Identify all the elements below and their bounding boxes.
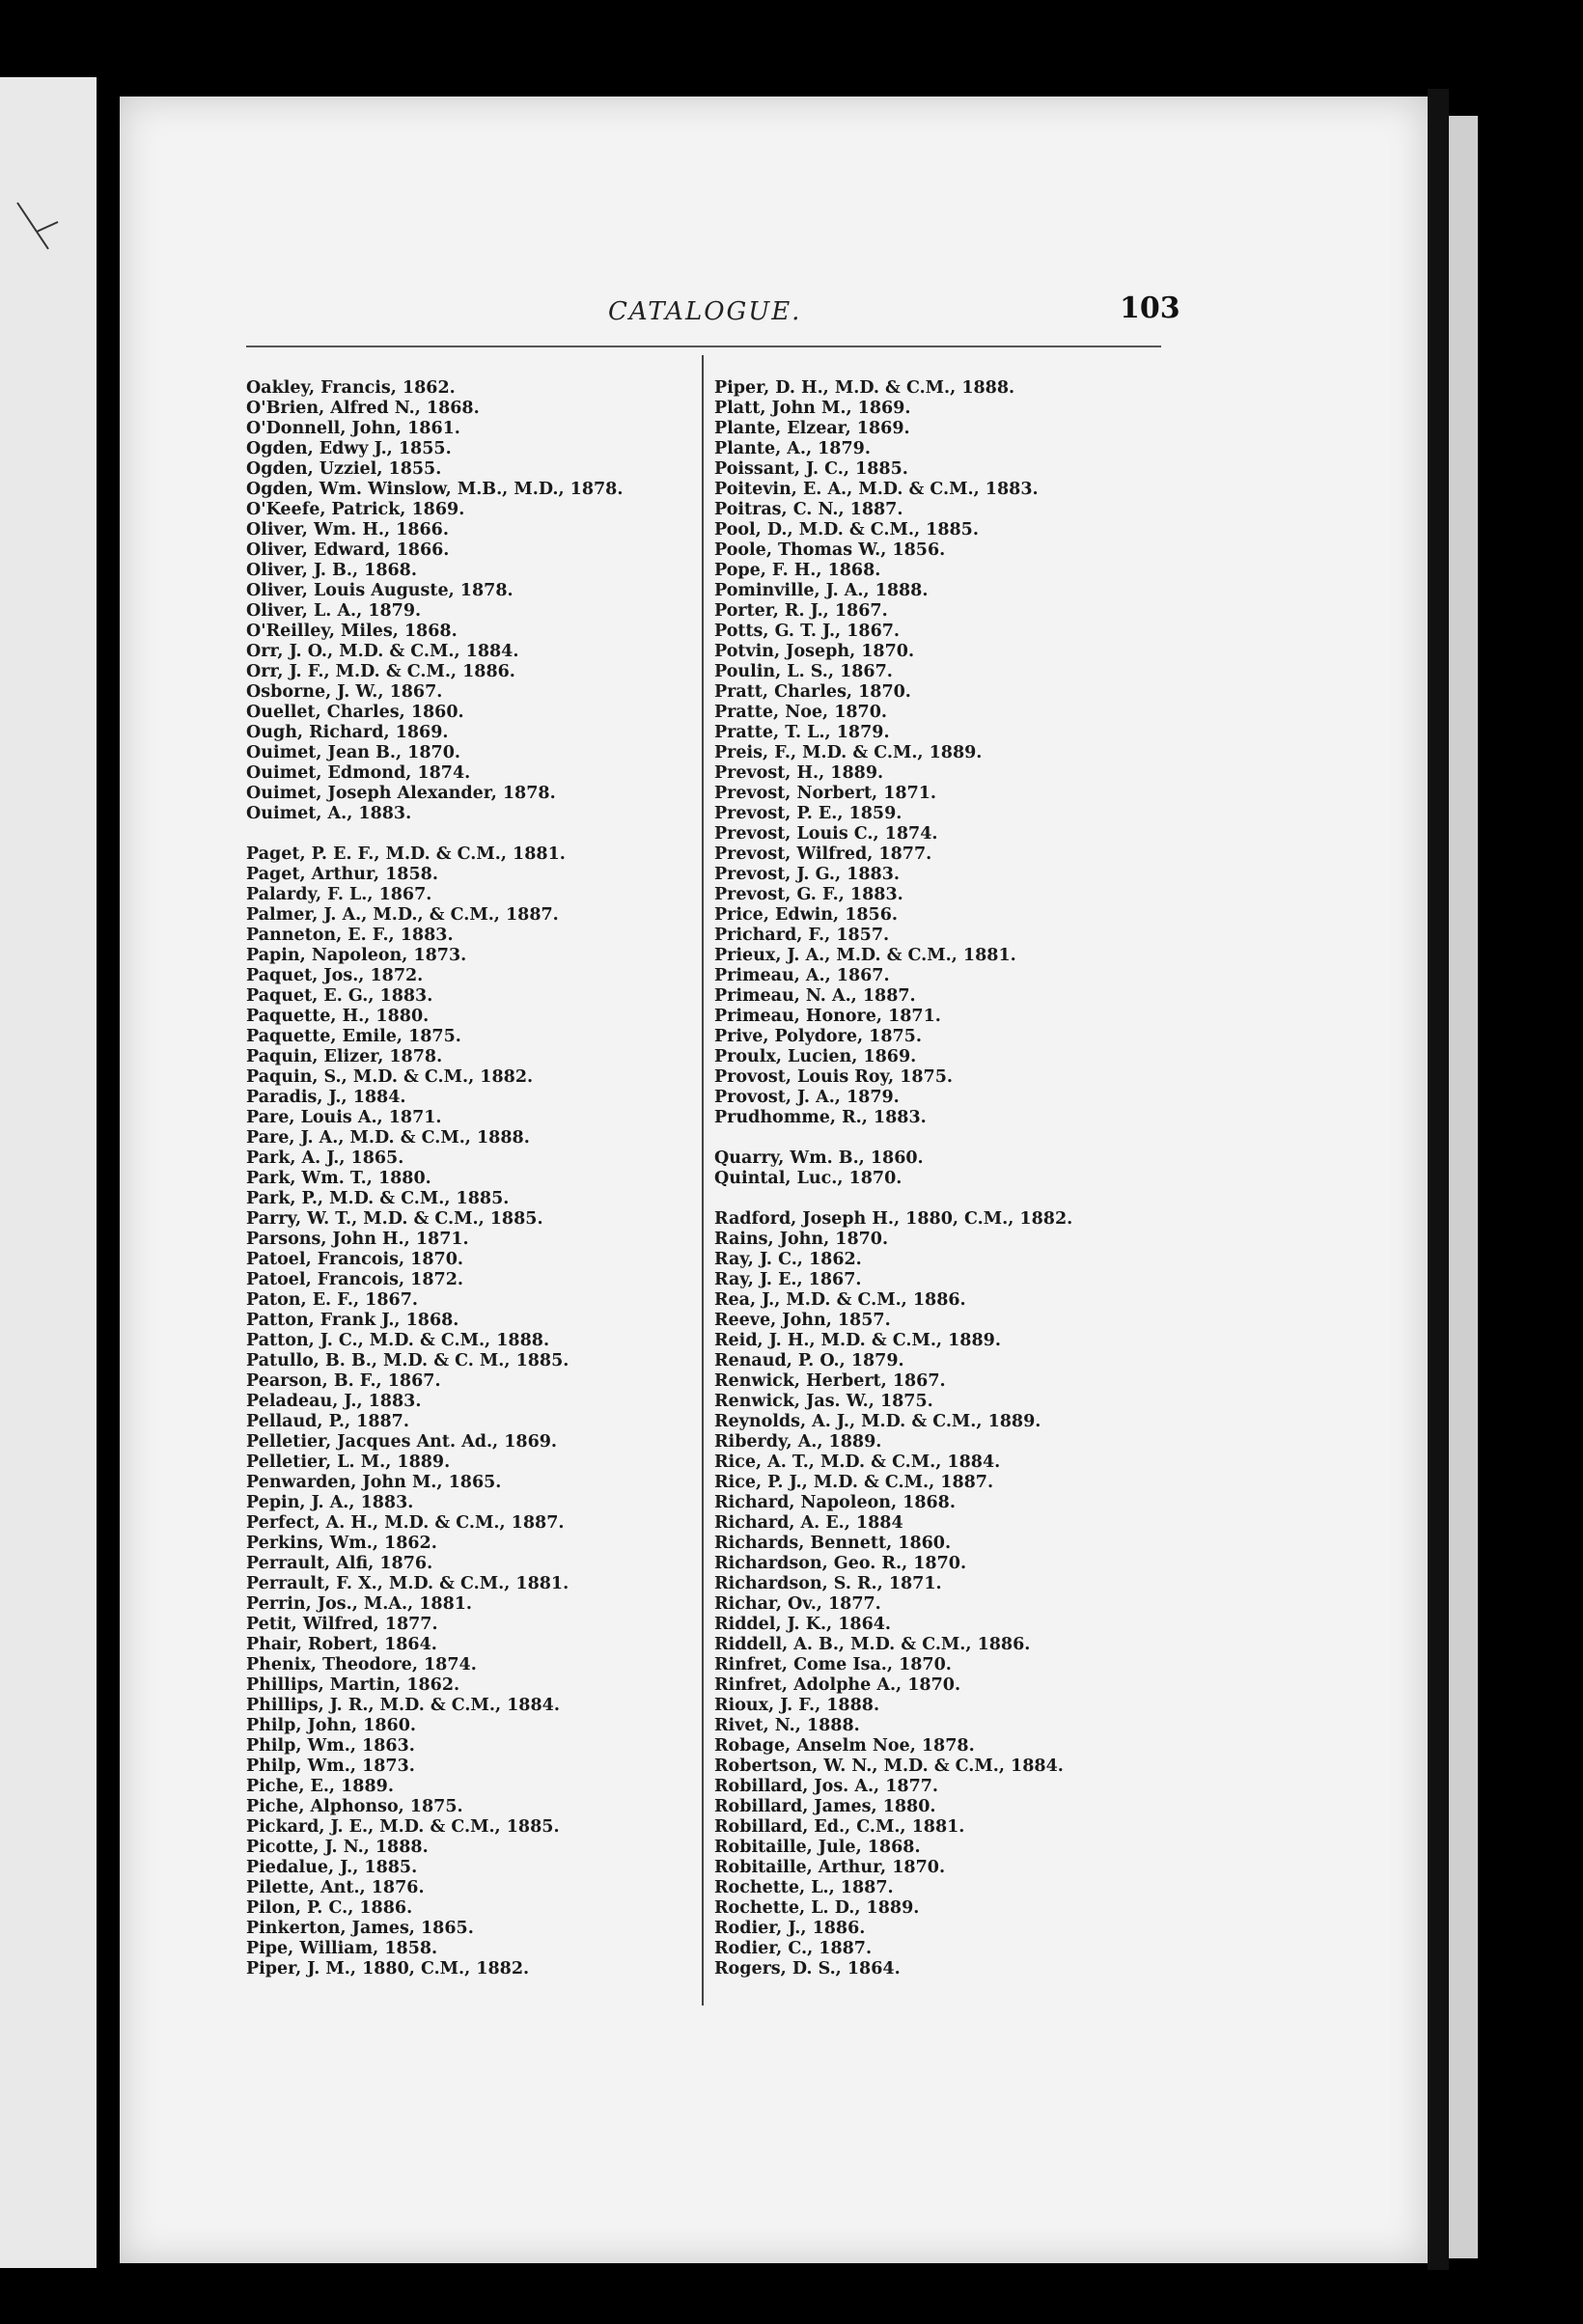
catalogue-entry: Paget, P. E. F., M.D. & C.M., 1881. [246, 844, 566, 864]
catalogue-entry: Ouimet, Joseph Alexander, 1878. [246, 784, 556, 803]
catalogue-entry: Primeau, Honore, 1871. [714, 1007, 941, 1026]
column-divider [702, 355, 704, 2006]
catalogue-entry: Prudhomme, R., 1883. [714, 1108, 927, 1127]
catalogue-entry: Paquet, Jos., 1872. [246, 966, 424, 985]
catalogue-entry: Paquin, Elizer, 1878. [246, 1047, 443, 1066]
catalogue-entry: Robillard, James, 1880. [714, 1797, 936, 1816]
group-gap [714, 1189, 1158, 1209]
catalogue-entry: Paquette, H., 1880. [246, 1007, 430, 1026]
catalogue-entry: Prevost, Wilfred, 1877. [714, 844, 932, 864]
catalogue-entry: Patoel, Francois, 1872. [246, 1270, 463, 1289]
catalogue-entry: Pool, D., M.D. & C.M., 1885. [714, 520, 979, 540]
catalogue-entry: Palmer, J. A., M.D., & C.M., 1887. [246, 905, 559, 925]
left-column [246, 378, 695, 1979]
catalogue-entry: Papin, Napoleon, 1873. [246, 946, 467, 965]
catalogue-entry: Quarry, Wm. B., 1860. [714, 1148, 924, 1168]
catalogue-entry: Patullo, B. B., M.D. & C. M., 1885. [246, 1351, 569, 1370]
catalogue-entry: Plante, A., 1879. [714, 439, 871, 458]
catalogue-entry: Patoel, Francois, 1870. [246, 1250, 463, 1269]
catalogue-entry: O'Reilley, Miles, 1868. [246, 622, 458, 641]
catalogue-entry: Pratte, Noe, 1870. [714, 703, 887, 722]
catalogue-entry: Oliver, J. B., 1868. [246, 561, 417, 580]
catalogue-entry: Rochette, L., 1887. [714, 1878, 894, 1897]
catalogue-entry: Quintal, Luc., 1870. [714, 1169, 903, 1188]
catalogue-entry: Renwick, Herbert, 1867. [714, 1371, 946, 1391]
catalogue-entry: Rogers, D. S., 1864. [714, 1959, 901, 1978]
entry-group-q [714, 1148, 1158, 1189]
catalogue-entry: Rochette, L. D., 1889. [714, 1898, 920, 1918]
catalogue-entry: Pominville, J. A., 1888. [714, 581, 929, 600]
catalogue-entry: Palardy, F. L., 1867. [246, 885, 432, 904]
catalogue-entry: Price, Edwin, 1856. [714, 905, 898, 925]
adjacent-right-page-edge [1449, 116, 1478, 2258]
catalogue-entry: Primeau, A., 1867. [714, 966, 890, 985]
catalogue-entry: Park, P., M.D. & C.M., 1885. [246, 1189, 510, 1208]
catalogue-entry: Rodier, C., 1887. [714, 1939, 873, 1958]
left-binding-shadow [97, 68, 120, 2278]
catalogue-entry: Piper, D. H., M.D. & C.M., 1888. [714, 378, 1015, 398]
catalogue-entry: Potvin, Joseph, 1870. [714, 642, 915, 661]
pencil-mark-icon [10, 193, 68, 251]
catalogue-entry: Rice, A. T., M.D. & C.M., 1884. [714, 1452, 1001, 1472]
catalogue-entry: Panneton, E. F., 1883. [246, 926, 454, 945]
catalogue-entry: Robage, Anselm Noe, 1878. [714, 1736, 975, 1756]
catalogue-entry: Rivet, N., 1888. [714, 1716, 860, 1735]
catalogue-entry: Prevost, G. F., 1883. [714, 885, 903, 904]
entry-group-r [714, 1209, 1158, 1979]
catalogue-entry: Pearson, B. F., 1867. [246, 1371, 441, 1391]
catalogue-entry: Perkins, Wm., 1862. [246, 1534, 437, 1553]
catalogue-entry: Provost, J. A., 1879. [714, 1088, 900, 1107]
right-column [714, 378, 1158, 1979]
catalogue-entry: Paquet, E. G., 1883. [246, 986, 433, 1006]
catalogue-entry: Riberdy, A., 1889. [714, 1432, 882, 1452]
catalogue-entry: Orr, J. O., M.D. & C.M., 1884. [246, 642, 519, 661]
catalogue-entry: Oliver, Wm. H., 1866. [246, 520, 449, 540]
header-rule [246, 346, 1161, 347]
catalogue-entry: Pratte, T. L., 1879. [714, 723, 890, 742]
entry-group-p-cont [714, 378, 1158, 1128]
catalogue-entry: Ogden, Edwy J., 1855. [246, 439, 452, 458]
catalogue-entry: Phillips, J. R., M.D. & C.M., 1884. [246, 1696, 560, 1715]
catalogue-entry: Pare, Louis A., 1871. [246, 1108, 442, 1127]
catalogue-entry: Rodier, J., 1886. [714, 1919, 866, 1938]
catalogue-entry: Petit, Wilfred, 1877. [246, 1615, 438, 1634]
catalogue-entry: O'Keefe, Patrick, 1869. [246, 500, 465, 519]
catalogue-entry: Prevost, J. G., 1883. [714, 865, 900, 884]
catalogue-entry: Radford, Joseph H., 1880, C.M., 1882. [714, 1209, 1073, 1229]
catalogue-entry: Oakley, Francis, 1862. [246, 378, 456, 398]
catalogue-entry: Pepin, J. A., 1883. [246, 1493, 414, 1512]
catalogue-entry: Parsons, John H., 1871. [246, 1230, 469, 1249]
catalogue-entry: Park, A. J., 1865. [246, 1148, 404, 1168]
catalogue-entry: Pelletier, Jacques Ant. Ad., 1869. [246, 1432, 558, 1452]
catalogue-entry: Pilette, Ant., 1876. [246, 1878, 425, 1897]
catalogue-entry: Prevost, Louis C., 1874. [714, 824, 938, 844]
catalogue-entry: Richardson, S. R., 1871. [714, 1574, 942, 1593]
catalogue-entry: Pickard, J. E., M.D. & C.M., 1885. [246, 1817, 560, 1837]
catalogue-entry: Oliver, L. A., 1879. [246, 601, 422, 621]
catalogue-entry: Pratt, Charles, 1870. [714, 682, 911, 702]
catalogue-entry: Perrin, Jos., M.A., 1881. [246, 1594, 473, 1614]
catalogue-entry: Phillips, Martin, 1862. [246, 1675, 460, 1695]
catalogue-entry: Richard, A. E., 1884 [714, 1513, 903, 1533]
catalogue-entry: Preis, F., M.D. & C.M., 1889. [714, 743, 983, 762]
catalogue-entry: Paradis, J., 1884. [246, 1088, 406, 1107]
catalogue-entry: Robertson, W. N., M.D. & C.M., 1884. [714, 1757, 1064, 1776]
right-binding-shadow [1428, 89, 1449, 2270]
catalogue-entry: Poole, Thomas W., 1856. [714, 540, 946, 560]
catalogue-entry: Pellaud, P., 1887. [246, 1412, 409, 1431]
catalogue-entry: Pope, F. H., 1868. [714, 561, 881, 580]
catalogue-entry: Proulx, Lucien, 1869. [714, 1047, 917, 1066]
catalogue-entry: Prevost, Norbert, 1871. [714, 784, 937, 803]
catalogue-entry: Ogden, Wm. Winslow, M.B., M.D., 1878. [246, 480, 624, 499]
catalogue-entry: Reid, J. H., M.D. & C.M., 1889. [714, 1331, 1001, 1350]
catalogue-entry: Robillard, Jos. A., 1877. [714, 1777, 939, 1796]
catalogue-entry: Philp, John, 1860. [246, 1716, 416, 1735]
catalogue-entry: Piedalue, J., 1885. [246, 1858, 418, 1877]
catalogue-entry: Richar, Ov., 1877. [714, 1594, 881, 1614]
catalogue-entry: Robillard, Ed., C.M., 1881. [714, 1817, 965, 1837]
catalogue-entry: Picotte, J. N., 1888. [246, 1838, 429, 1857]
catalogue-entry: Poissant, J. C., 1885. [714, 459, 908, 479]
catalogue-entry: Rinfret, Adolphe A., 1870. [714, 1675, 961, 1695]
catalogue-entry: Pinkerton, James, 1865. [246, 1919, 474, 1938]
catalogue-entry: Rioux, J. F., 1888. [714, 1696, 880, 1715]
catalogue-entry: Richards, Bennett, 1860. [714, 1534, 952, 1553]
catalogue-entry: Parry, W. T., M.D. & C.M., 1885. [246, 1209, 543, 1229]
catalogue-entry: Piper, J. M., 1880, C.M., 1882. [246, 1959, 530, 1978]
catalogue-entry: Richard, Napoleon, 1868. [714, 1493, 956, 1512]
catalogue-entry: Riddell, A. B., M.D. & C.M., 1886. [714, 1635, 1031, 1654]
catalogue-entry: Prevost, H., 1889. [714, 763, 884, 783]
catalogue-entry: Penwarden, John M., 1865. [246, 1473, 502, 1492]
catalogue-entry: Reeve, John, 1857. [714, 1311, 891, 1330]
catalogue-entry: Renwick, Jas. W., 1875. [714, 1392, 933, 1411]
catalogue-entry: Provost, Louis Roy, 1875. [714, 1067, 953, 1087]
catalogue-entry: Rea, J., M.D. & C.M., 1886. [714, 1290, 966, 1310]
catalogue-entry: Philp, Wm., 1863. [246, 1736, 415, 1756]
catalogue-entry: Paquette, Emile, 1875. [246, 1027, 461, 1046]
catalogue-entry: Primeau, N. A., 1887. [714, 986, 916, 1006]
catalogue-entry: Paquin, S., M.D. & C.M., 1882. [246, 1067, 534, 1087]
catalogue-entry: Perfect, A. H., M.D. & C.M., 1887. [246, 1513, 565, 1533]
catalogue-entry: O'Donnell, John, 1861. [246, 419, 460, 438]
catalogue-entry: Pare, J. A., M.D. & C.M., 1888. [246, 1128, 530, 1148]
catalogue-entry: Ray, J. E., 1867. [714, 1270, 862, 1289]
catalogue-entry: Riddel, J. K., 1864. [714, 1615, 892, 1634]
catalogue-entry: Patton, Frank J., 1868. [246, 1311, 459, 1330]
catalogue-entry: Paton, E. F., 1867. [246, 1290, 418, 1310]
catalogue-entry: Prive, Polydore, 1875. [714, 1027, 922, 1046]
catalogue-entry: Prieux, J. A., M.D. & C.M., 1881. [714, 946, 1016, 965]
catalogue-entry: Phair, Robert, 1864. [246, 1635, 437, 1654]
catalogue-entry: O'Brien, Alfred N., 1868. [246, 399, 480, 418]
entry-group-p [246, 844, 695, 1979]
catalogue-entry: Oliver, Louis Auguste, 1878. [246, 581, 514, 600]
catalogue-entry: Piche, Alphonso, 1875. [246, 1797, 463, 1816]
catalogue-entry: Ogden, Uzziel, 1855. [246, 459, 442, 479]
catalogue-entry: Plante, Elzear, 1869. [714, 419, 910, 438]
catalogue-entry: Ray, J. C., 1862. [714, 1250, 862, 1269]
catalogue-entry: Pilon, P. C., 1886. [246, 1898, 413, 1918]
catalogue-entry: Poitras, C. N., 1887. [714, 500, 903, 519]
catalogue-entry: Perrault, F. X., M.D. & C.M., 1881. [246, 1574, 569, 1593]
catalogue-entry: Robitaille, Jule, 1868. [714, 1838, 921, 1857]
catalogue-entry: Ough, Richard, 1869. [246, 723, 449, 742]
catalogue-entry: Philp, Wm., 1873. [246, 1757, 415, 1776]
catalogue-entry: Paget, Arthur, 1858. [246, 865, 438, 884]
entry-group-o [246, 378, 695, 824]
page-title: CATALOGUE. [608, 297, 802, 326]
catalogue-entry: Potts, G. T. J., 1867. [714, 622, 901, 641]
catalogue-entry: Prichard, F., 1857. [714, 926, 890, 945]
catalogue-entry: Pelletier, L. M., 1889. [246, 1452, 451, 1472]
catalogue-entry: Rice, P. J., M.D. & C.M., 1887. [714, 1473, 994, 1492]
adjacent-left-page [0, 77, 97, 2268]
catalogue-entry: Reynolds, A. J., M.D. & C.M., 1889. [714, 1412, 1041, 1431]
catalogue-entry: Piche, E., 1889. [246, 1777, 394, 1796]
catalogue-entry: Ouimet, A., 1883. [246, 804, 412, 823]
catalogue-entry: Osborne, J. W., 1867. [246, 682, 443, 702]
catalogue-entry: Peladeau, J., 1883. [246, 1392, 422, 1411]
catalogue-entry: Oliver, Edward, 1866. [246, 540, 450, 560]
catalogue-entry: Platt, John M., 1869. [714, 399, 911, 418]
catalogue-entry: Poitevin, E. A., M.D. & C.M., 1883. [714, 480, 1039, 499]
catalogue-entry: Prevost, P. E., 1859. [714, 804, 903, 823]
catalogue-entry: Rinfret, Come Isa., 1870. [714, 1655, 952, 1674]
catalogue-entry: Ouimet, Jean B., 1870. [246, 743, 460, 762]
group-gap [246, 824, 695, 844]
catalogue-entry: Ouellet, Charles, 1860. [246, 703, 464, 722]
catalogue-entry: Robitaille, Arthur, 1870. [714, 1858, 946, 1877]
catalogue-entry: Ouimet, Edmond, 1874. [246, 763, 471, 783]
catalogue-entry: Rains, John, 1870. [714, 1230, 889, 1249]
group-gap [714, 1128, 1158, 1148]
catalogue-entry: Orr, J. F., M.D. & C.M., 1886. [246, 662, 515, 681]
catalogue-entry: Patton, J. C., M.D. & C.M., 1888. [246, 1331, 550, 1350]
catalogue-entry: Richardson, Geo. R., 1870. [714, 1554, 967, 1573]
catalogue-entry: Phenix, Theodore, 1874. [246, 1655, 477, 1674]
catalogue-entry: Pipe, William, 1858. [246, 1939, 438, 1958]
catalogue-entry: Porter, R. J., 1867. [714, 601, 888, 621]
catalogue-entry: Park, Wm. T., 1880. [246, 1169, 431, 1188]
catalogue-entry: Renaud, P. O., 1879. [714, 1351, 904, 1370]
page-number: 103 [1120, 291, 1180, 325]
catalogue-entry: Perrault, Alfi, 1876. [246, 1554, 433, 1573]
catalogue-entry: Poulin, L. S., 1867. [714, 662, 893, 681]
